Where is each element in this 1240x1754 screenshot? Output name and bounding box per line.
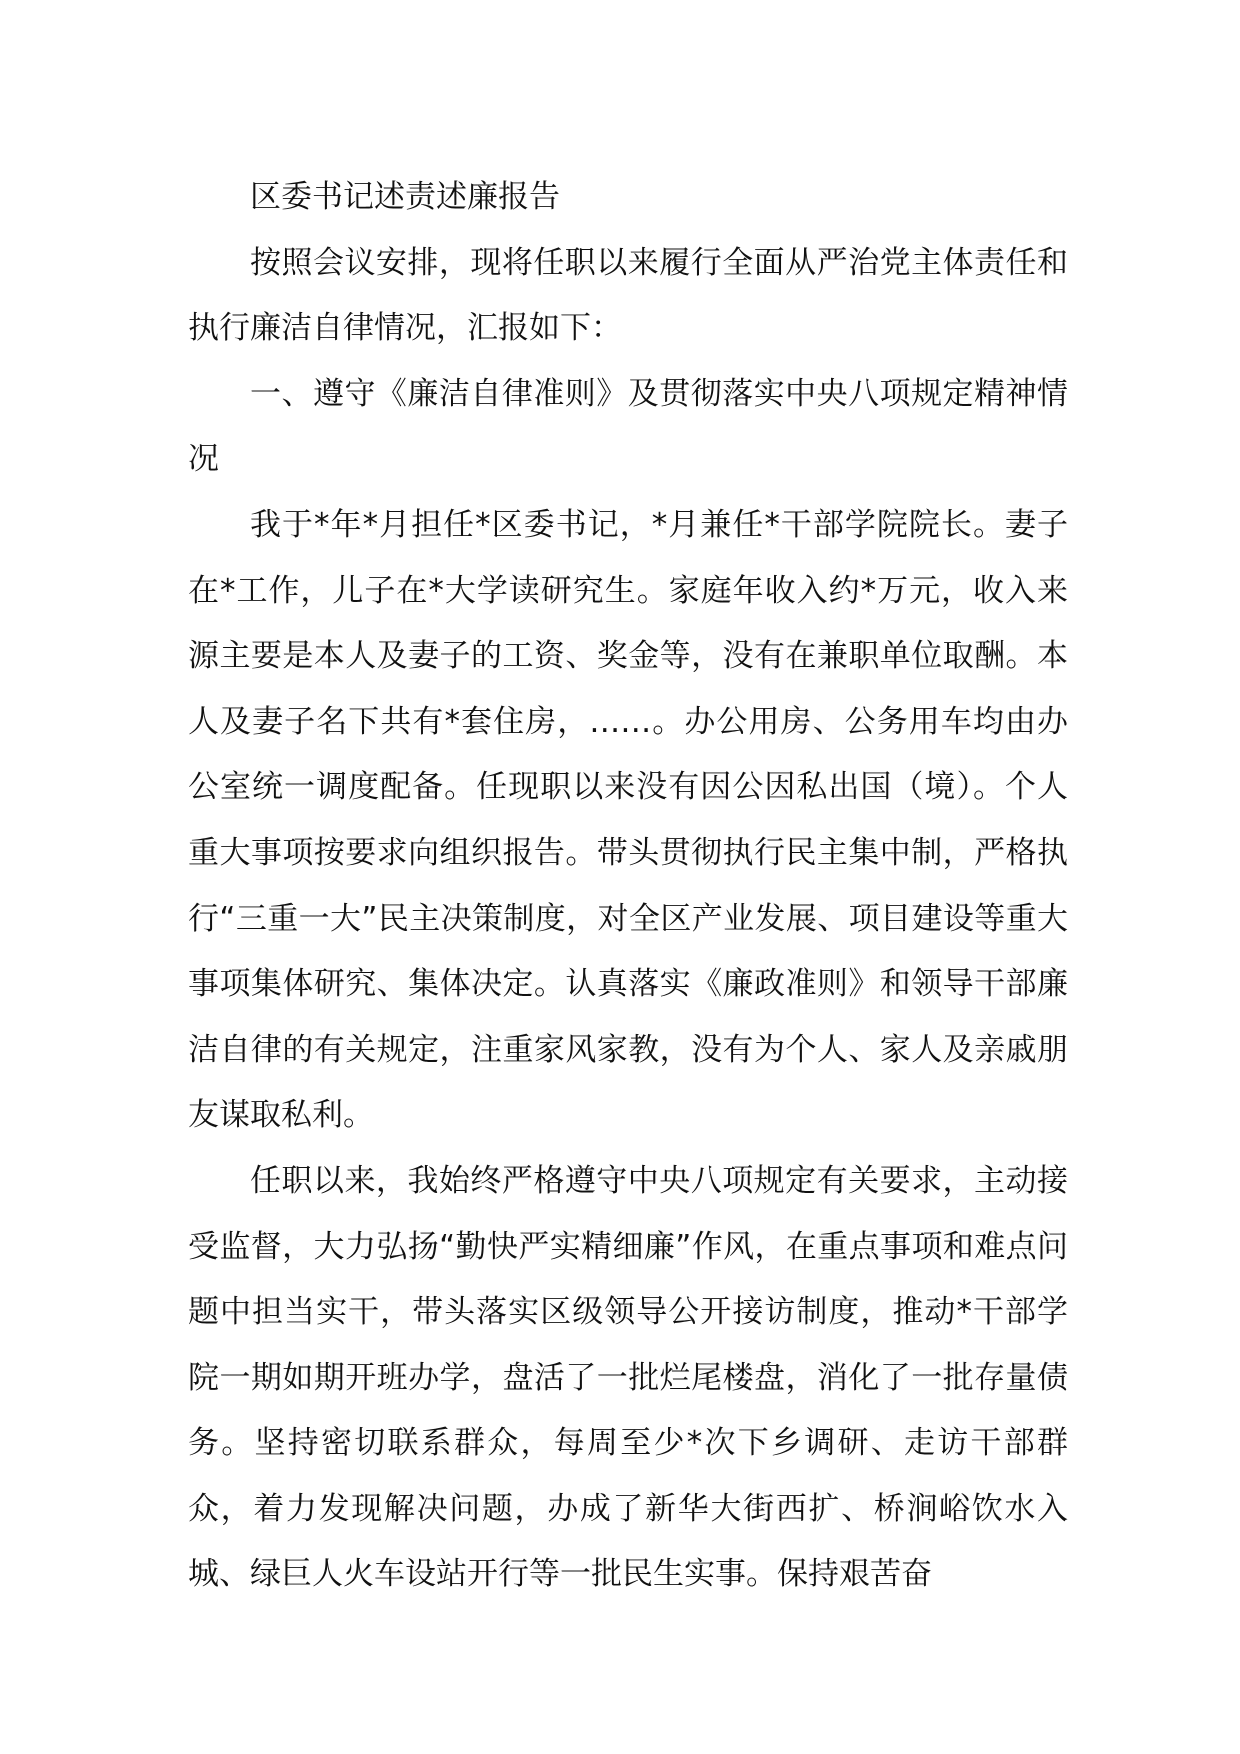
section-heading-1: 一、遵守《廉洁自律准则》及贯彻落实中央八项规定精神情况 [188,375,1068,478]
paragraph-intro: 按照会议安排，现将任职以来履行全面从严治党主体责任和执行廉洁自律情况，汇报如下： [188,244,1068,347]
paragraph-personal-info: 我于*年*月担任*区委书记，*月兼任*干部学院院长。妻子在*工作，儿子在*大学读研究生。家庭年收入约*万元，收入来源主要是本人及妻子的工资、奖金等，没有在兼职单位取酬。本人及妻子名下共有*套住房，……。办公用房、公务用车均由办公室统一调度配备。任现职以来没有因公因私出国（境）。个人重大事项按要求向组织报告。带头贯彻执行民主集中制，严格执行“三重一大”民主决策制度，对全区产业发展、项目建设等重大事项集体研究、集体决定。认真落实《廉政准则》和领导干部廉洁自律的有关规定，注重家风家教，没有为个人、家人及亲戚朋友谋取私利。 [188,506,1068,1134]
document-title: 区委书记述责述廉报告 [250,179,560,215]
document-body [188,165,1068,1608]
paragraph-eight-rules: 任职以来，我始终严格遵守中央八项规定有关要求，主动接受监督，大力弘扬“勤快严实精细廉”作风，在重点事项和难点问题中担当实干，带头落实区级领导公开接访制度，推动*干部学院一期如期开班办学，盘活了一批烂尾楼盘，消化了一批存量债务。坚持密切联系群众，每周至少*次下乡调研、走访干部群众，着力发现解决问题，办成了新华大街西扩、桥涧峪饮水入城、绿巨人火车设站开行等一批民生实事。保持艰苦奋 [188,1162,1068,1593]
